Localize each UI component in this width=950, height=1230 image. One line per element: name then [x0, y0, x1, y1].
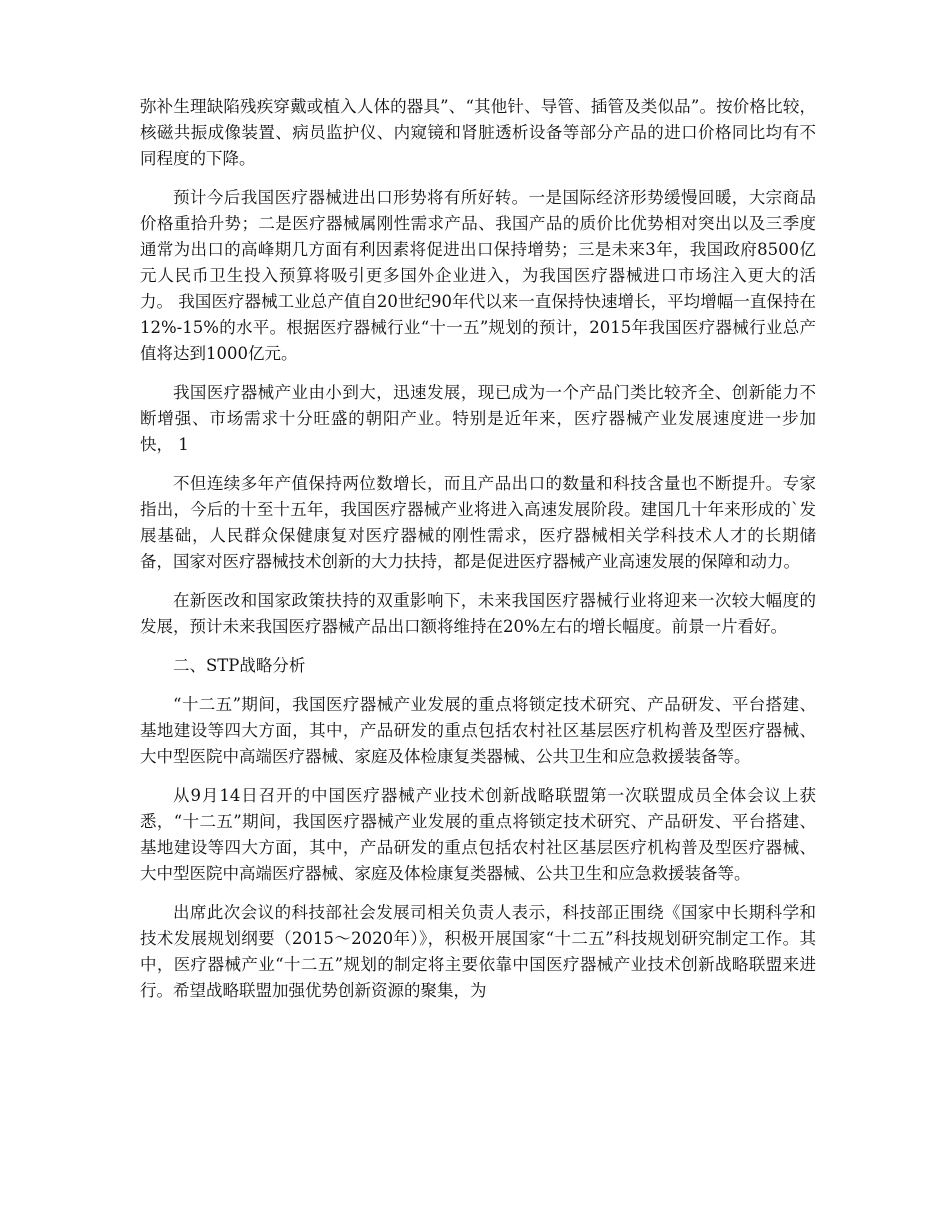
document-body — [140, 94, 816, 1017]
paragraph: 不但连续多年产值保持两位数增长，而且产品出口的数量和科技含量也不断提升。专家指出，今后的十至十五年，我国医疗器械产业将进入高速发展阶段。建国几十年来形成的`发展基础，人民群众保健康复对医疗器械的刚性需求，医疗器械相关学科技术人才的长期储备，国家对医疗器械技术创新的大力扶持，都是促进医疗器械产业高速发展的保障和动力。 — [140, 474, 816, 571]
paragraph: 预计今后我国医疗器械进出口形势将有所好转。一是国际经济形势缓慢回暖，大宗商品价格重拾升势；二是医疗器械属刚性需求产品、我国产品的质价比优势相对突出以及三季度通常为出口的高峰期几方面有利因素将促进出口保持增势；三是未来3年，我国政府8500亿元人民币卫生投入预算将吸引更多国外企业进入，为我国医疗器械进口市场注入更大的活力。 我国医疗器械工业总产值自20世纪90年代以来一直保持快速增长，平均增幅一直保持在12%-15%的水平。根据医疗器械行业“十一五”规划的预计，2015年我国医疗器械行业总产值将达到1000亿元。 — [140, 188, 816, 363]
paragraph: 弥补生理缺陷残疾穿戴或植入人体的器具”、“其他针、导管、插管及类似品”。按价格比较，核磁共振成像装置、病员监护仪、内窥镜和肾脏透析设备等部分产品的进口价格同比均有不同程度的下降。 — [140, 97, 816, 168]
section-heading: 二、STP战略分析 — [173, 656, 306, 675]
paragraph: “十二五”期间，我国医疗器械产业发展的重点将锁定技术研究、产品研发、平台搭建、基地建设等四大方面，其中，产品研发的重点包括农村社区基层医疗机构普及型医疗器械、大中型医院中高端医疗器械、家庭及体检康复类器械、公共卫生和应急救援装备等。 — [140, 695, 816, 766]
paragraph: 出席此次会议的科技部社会发展司相关负责人表示，科技部正围绕《国家中长期科学和技术发展规划纲要（2015～2020年）》，积极开展国家“十二五”科技规划研究制定工作。其中，医疗器械产业“十二五”规划的制定将主要依靠中国医疗器械产业技术创新战略联盟来进行。希望战略联盟加强优势创新资源的聚集，为 — [140, 903, 816, 1000]
paragraph: 我国医疗器械产业由小到大，迅速发展，现已成为一个产品门类比较齐全、创新能力不断增强、市场需求十分旺盛的朝阳产业。特别是近年来，医疗器械产业发展速度进一步加快， 1 — [140, 383, 816, 454]
paragraph: 从9月14日召开的中国医疗器械产业技术创新战略联盟第一次联盟成员全体会议上获悉，“十二五”期间，我国医疗器械产业发展的重点将锁定技术研究、产品研发、平台搭建、基地建设等四大方面，其中，产品研发的重点包括农村社区基层医疗机构普及型医疗器械、大中型医院中高端医疗器械、家庭及体检康复类器械、公共卫生和应急救援装备等。 — [140, 786, 816, 883]
paragraph: 在新医改和国家政策扶持的双重影响下，未来我国医疗器械行业将迎来一次较大幅度的发展，预计未来我国医疗器械产品出口额将维持在20%左右的增长幅度。前景一片看好。 — [140, 591, 816, 636]
